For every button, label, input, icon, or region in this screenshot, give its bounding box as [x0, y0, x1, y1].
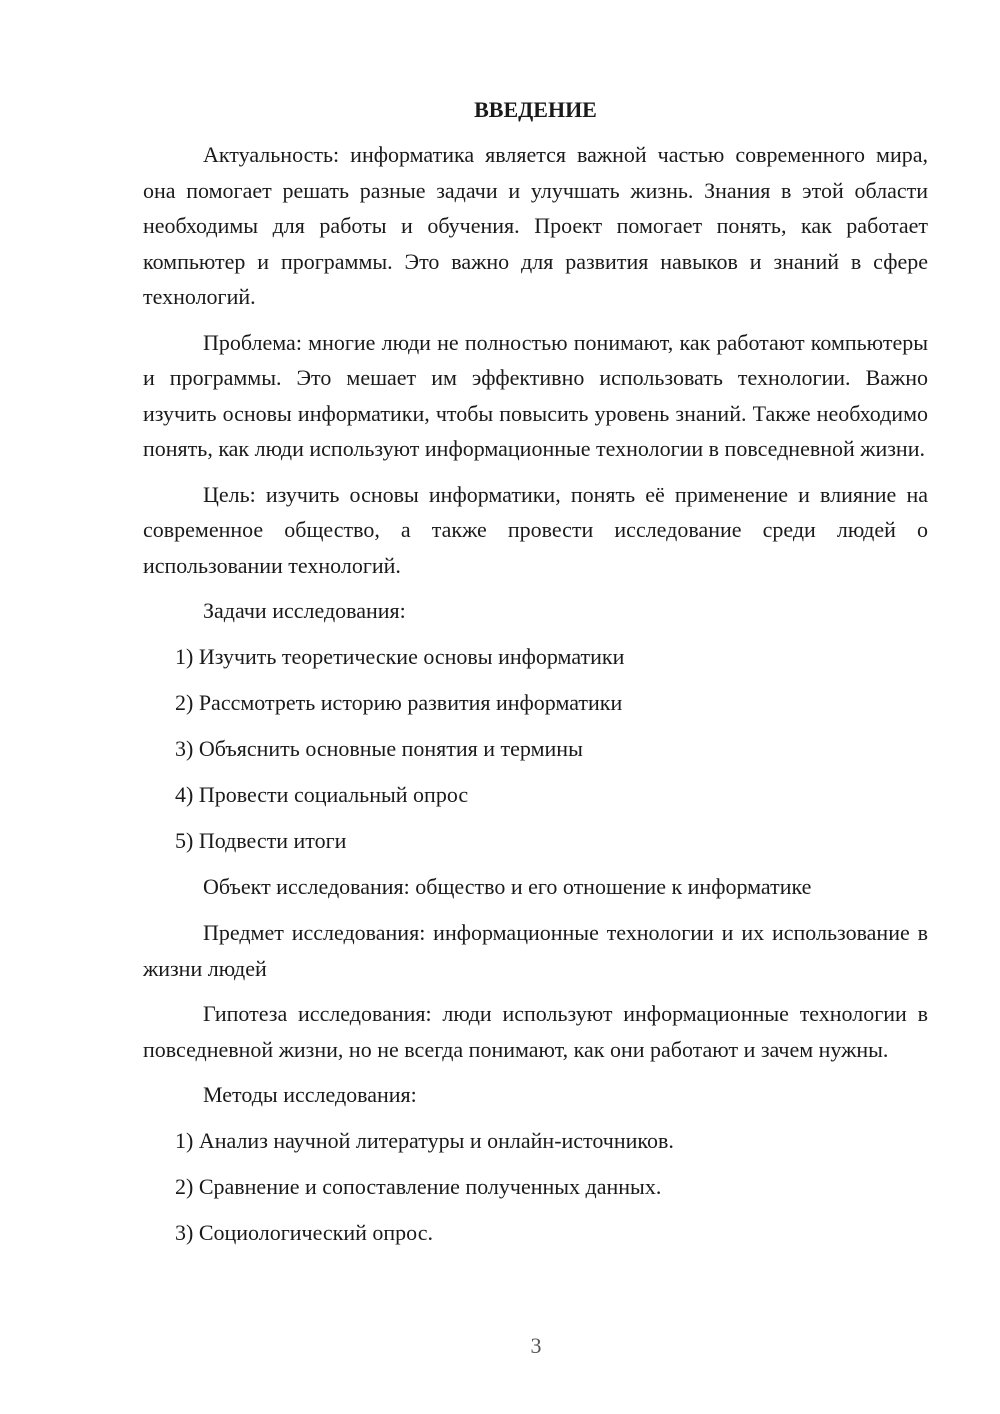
section-title: ВВЕДЕНИЕ: [474, 97, 597, 122]
method-item-1: 1) Анализ научной литературы и онлайн-источников.: [175, 1128, 674, 1153]
document-page: [143, 95, 928, 1261]
method-item-2: 2) Сравнение и сопоставление полученных данных.: [175, 1174, 662, 1199]
task-item-2: 2) Рассмотреть историю развития информатики: [175, 690, 623, 715]
paragraph-subject: Предмет исследования: информационные технологии и их использование в жизни людей: [143, 920, 928, 981]
task-item-4: 4) Провести социальный опрос: [175, 782, 469, 807]
methods-heading: Методы исследования:: [203, 1082, 417, 1107]
task-item-1: 1) Изучить теоретические основы информатики: [175, 644, 625, 669]
paragraph-relevance: Актуальность: информатика является важной частью современного мира, она помогает решать разные задачи и улучшать жизнь. Знания в этой области необходимы для работы и обучения. Проект помогает понять, как работает компьютер и программы. Это важно для развития навыков и знаний в сфере технологий.: [143, 142, 928, 309]
method-item-3: 3) Социологический опрос.: [175, 1220, 433, 1245]
page-number: 3: [530, 1333, 542, 1358]
paragraph-goal: Цель: изучить основы информатики, понять её применение и влияние на современное общество, а также провести исследование среди людей о использовании технологий.: [143, 481, 928, 578]
task-item-3: 3) Объяснить основные понятия и термины: [175, 736, 583, 761]
task-item-5: 5) Подвести итоги: [175, 828, 347, 853]
tasks-heading: Задачи исследования:: [203, 598, 406, 623]
paragraph-hypothesis: Гипотеза исследования: люди используют информационные технологии в повседневной жизни, но не всегда понимают, как они работают и зачем нужны.: [143, 1001, 928, 1062]
paragraph-problem: Проблема: многие люди не полностью понимают, как работают компьютеры и программы. Это мешает им эффективно использовать технологии. Важно изучить основы информатики, чтобы повысить уровень знаний. Также необходимо понять, как люди используют информационные технологии в повседневной жизни.: [143, 329, 928, 461]
paragraph-object: Объект исследования: общество и его отношение к информатике: [203, 874, 812, 899]
